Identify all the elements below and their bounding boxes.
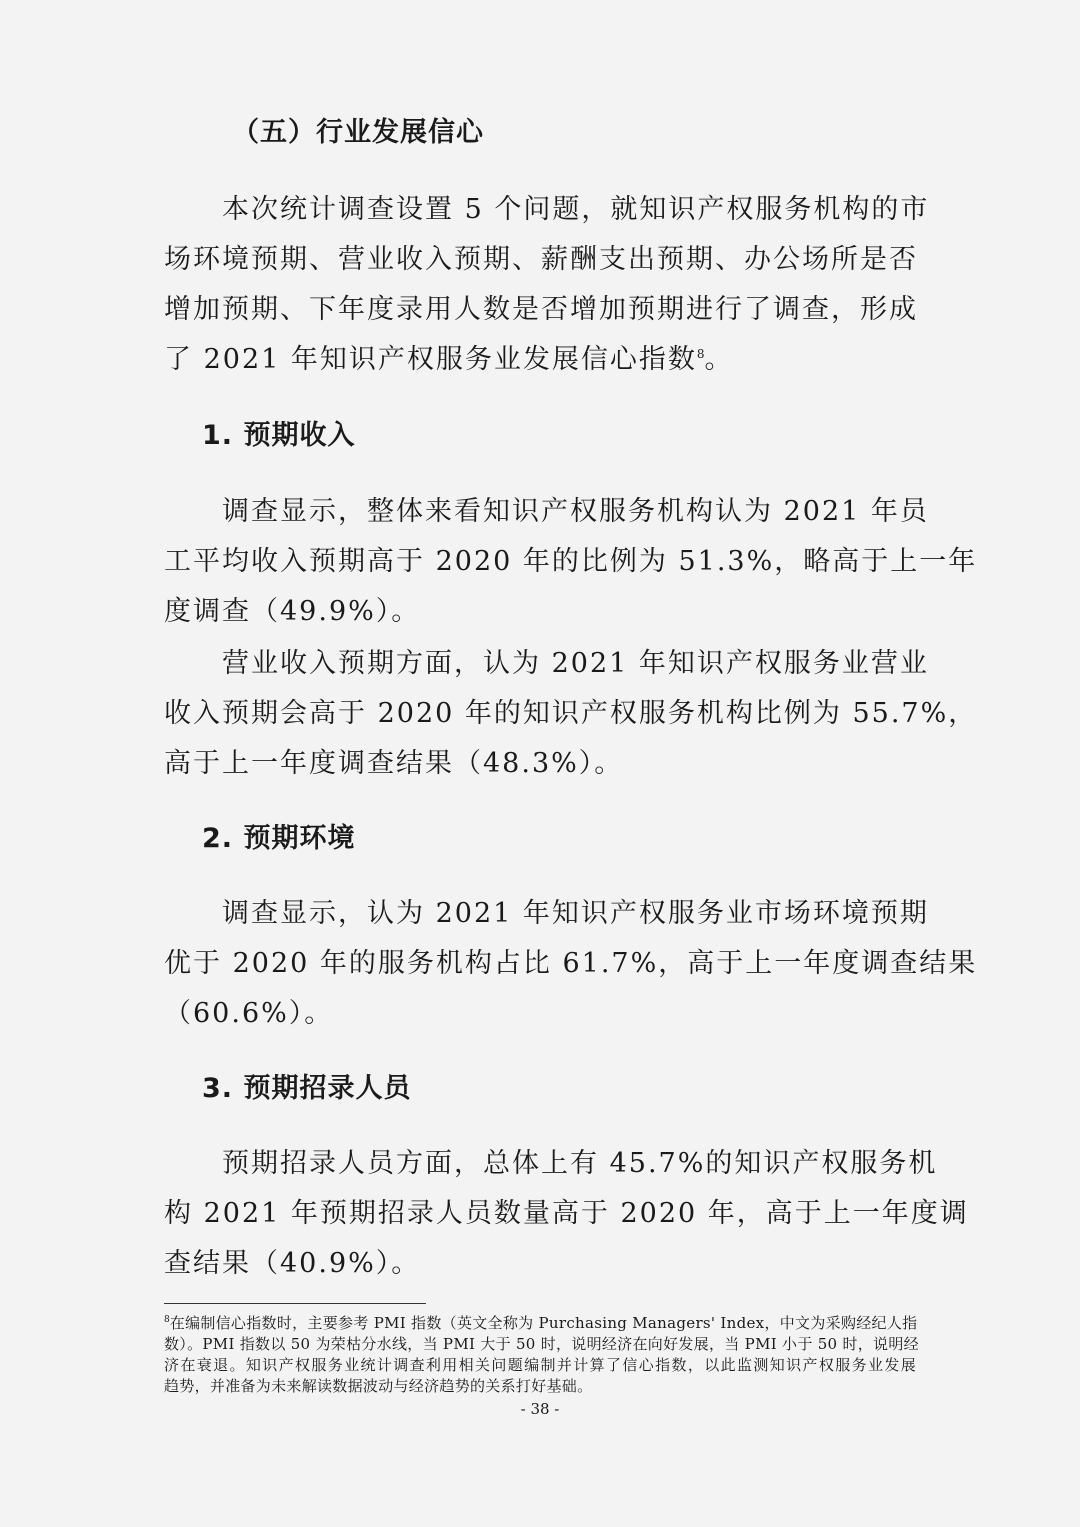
intro-line-4-end: 。 [704,344,734,375]
intro-line-4-text: 了 2021 年知识产权服务业发展信心指数 [164,344,697,375]
intro-line-2: 场环境预期、营业收入预期、薪酬支出预期、办公场所是否 [164,244,918,275]
footnote-line-3: 济在衰退。知识产权服务业统计调查利用相关问题编制并计算了信心指数，以此监测知识产权服务业发展 [164,1356,916,1374]
section-heading: （五）行业发展信心 [232,117,484,148]
recruitment-para-line-1: 预期招录人员方面，总体上有 45.7%的知识产权服务机 [222,1148,938,1179]
income-para1-line-3: 度调查（49.9%）。 [164,596,421,627]
income-para2-line-1: 营业收入预期方面，认为 2021 年知识产权服务业营业 [222,648,929,679]
subheading-expected-environment: 2. 预期环境 [202,823,356,854]
environment-para-line-2: 优于 2020 年的服务机构占比 61.7%，高于上一年度调查结果 [164,948,978,979]
intro-line-4 [164,342,916,378]
recruitment-para-line-3: 查结果（40.9%）。 [164,1248,421,1279]
subheading-expected-recruitment: 3. 预期招录人员 [202,1073,412,1104]
income-para1-line-2: 工平均收入预期高于 2020 年的比例为 51.3%，略高于上一年 [164,546,978,577]
footnote-line-2: 数）。PMI 指数以 50 为荣枯分水线，当 PMI 大于 50 时，说明经济在向好发展，当 PMI 小于 50 时，说明经 [164,1335,919,1353]
page-number: - 38 - [520,1400,560,1418]
footnote-line-1-text: 在编制信心指数时，主要参考 PMI 指数（英文全称为 Purchasing Managers' Index，中文为采购经纪人指 [169,1314,918,1332]
footnote-separator [164,1303,426,1304]
income-para1-line-1: 调查显示，整体来看知识产权服务机构认为 2021 年员 [222,496,929,527]
intro-line-1: 本次统计调查设置 5 个问题，就知识产权服务机构的市 [222,194,930,225]
income-para2-line-3: 高于上一年度调查结果（48.3%）。 [164,748,624,779]
footnote-reference: 8 [696,347,705,361]
footnote-line-1 [164,1313,916,1333]
footnote-line-4: 趋势，并准备为未来解读数据波动与经济趋势的关系打好基础。 [164,1377,593,1395]
environment-para-line-1: 调查显示，认为 2021 年知识产权服务业市场环境预期 [222,898,929,929]
footnote-mark: 8 [164,1315,170,1325]
recruitment-para-line-2: 构 2021 年预期招录人员数量高于 2020 年，高于上一年度调 [164,1198,969,1229]
environment-para-line-3: （60.6%）。 [164,998,334,1029]
intro-line-3: 增加预期、下年度录用人数是否增加预期进行了调查，形成 [164,294,918,325]
subheading-expected-income: 1. 预期收入 [202,420,356,451]
income-para2-line-2: 收入预期会高于 2020 年的知识产权服务机构比例为 55.7%， [164,698,978,729]
